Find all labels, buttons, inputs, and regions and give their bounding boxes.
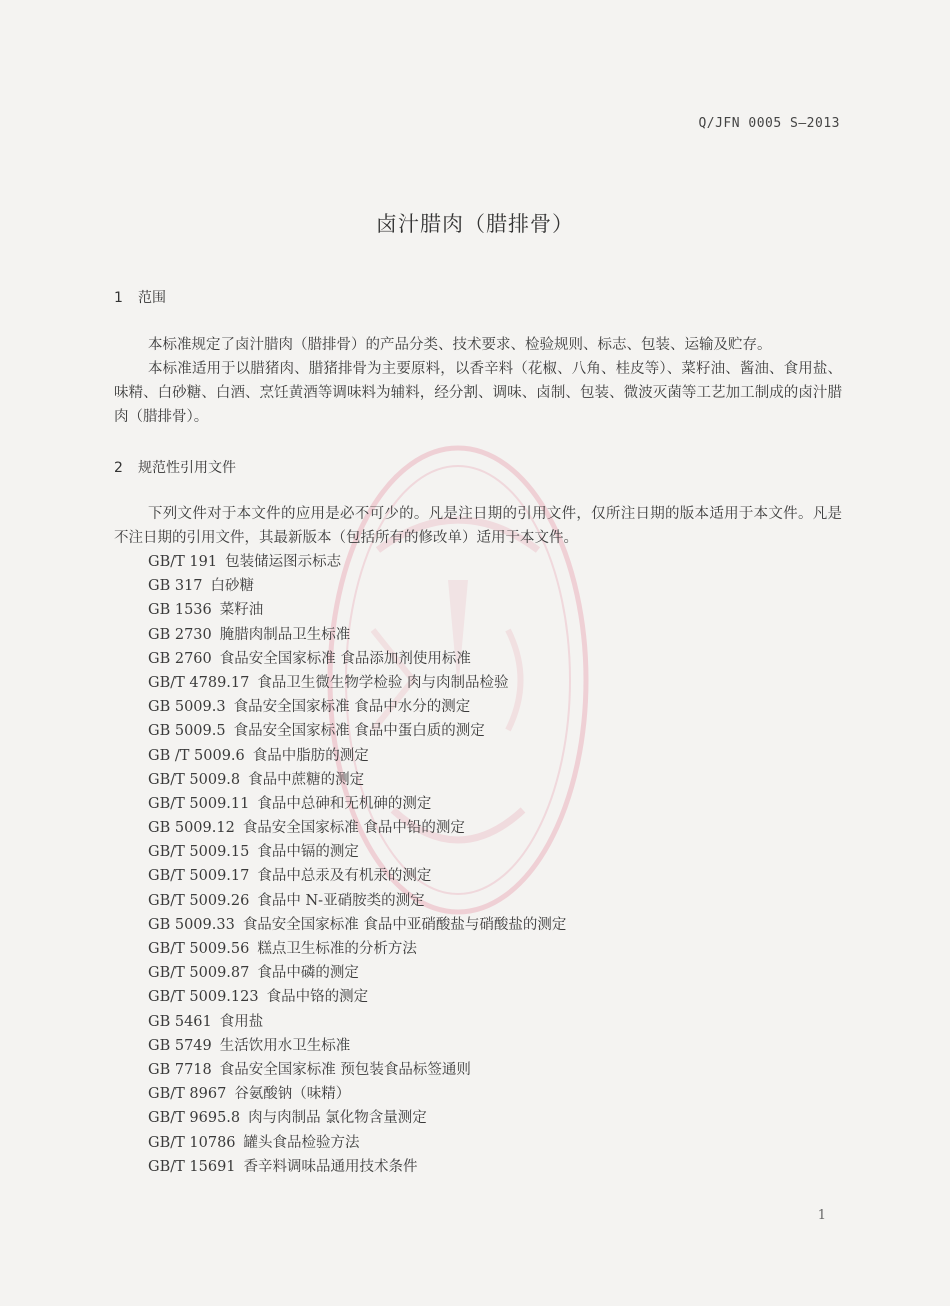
reference-code: GB 5009.12	[148, 820, 235, 837]
list-item	[148, 1082, 566, 1106]
reference-code: GB 7718	[148, 1061, 212, 1078]
section-1-body	[114, 333, 842, 429]
reference-code: GB /T 5009.6	[148, 747, 245, 764]
reference-title: 食用盐	[219, 1013, 264, 1030]
list-item	[148, 768, 566, 792]
section-2-intro	[114, 502, 842, 550]
reference-code: GB 5009.5	[148, 723, 226, 740]
reference-code: GB/T 9695.8	[148, 1110, 241, 1127]
section-1-number: 1	[114, 290, 123, 306]
reference-code: GB/T 5009.123	[148, 989, 259, 1006]
list-item	[148, 1131, 566, 1155]
reference-code: GB 317	[148, 578, 203, 595]
list-item	[148, 623, 566, 647]
list-item	[148, 1106, 566, 1130]
reference-code: GB/T 4789.17	[148, 674, 250, 691]
page-number: 1	[817, 1208, 826, 1223]
list-item	[148, 816, 566, 840]
section-1-heading	[114, 287, 166, 307]
reference-list	[148, 550, 566, 1179]
reference-title: 白砂糖	[210, 578, 255, 595]
reference-title: 食品安全国家标准 预包装食品标签通则	[219, 1061, 471, 1078]
list-item	[148, 1058, 566, 1082]
reference-code: GB/T 5009.15	[148, 844, 250, 861]
reference-code: GB/T 10786	[148, 1134, 236, 1151]
reference-title: 食品安全国家标准 食品中水分的测定	[233, 699, 471, 716]
reference-code: GB/T 5009.8	[148, 771, 241, 788]
section-2-intro-paragraph: 下列文件对于本文件的应用是必不可少的。凡是注日期的引用文件，仅所注日期的版本适用于本文件。凡是不注日期的引用文件，其最新版本（包括所有的修改单）适用于本文件。	[114, 506, 842, 546]
reference-code: GB/T 15691	[148, 1158, 236, 1175]
list-item	[148, 840, 566, 864]
section-2-title: 规范性引用文件	[138, 460, 236, 476]
reference-title: 食品中总砷和无机砷的测定	[257, 795, 432, 812]
reference-title: 食品安全国家标准 食品添加剂使用标准	[219, 650, 471, 667]
reference-title: 食品卫生微生物学检验 肉与肉制品检验	[257, 674, 509, 691]
list-item	[148, 719, 566, 743]
reference-code: GB/T 8967	[148, 1086, 227, 1103]
list-item	[148, 671, 566, 695]
document-title: 卤汁腊肉（腊排骨）	[376, 212, 574, 236]
list-item	[148, 864, 566, 888]
reference-code: GB 5749	[148, 1037, 212, 1054]
reference-code: GB/T 5009.11	[148, 795, 250, 812]
reference-title: 食品安全国家标准 食品中亚硝酸盐与硝酸盐的测定	[242, 916, 567, 933]
reference-title: 食品中蔗糖的测定	[248, 771, 365, 788]
reference-title: 生活饮用水卫生标准	[219, 1037, 351, 1054]
list-item	[148, 695, 566, 719]
list-item	[148, 1010, 566, 1034]
reference-title: 谷氨酸钠（味精）	[234, 1086, 351, 1103]
reference-title: 食品中磷的测定	[257, 965, 359, 982]
reference-title: 食品中 N-亚硝胺类的测定	[257, 892, 425, 909]
reference-title: 罐头食品检验方法	[243, 1134, 360, 1151]
reference-title: 食品中脂肪的测定	[252, 747, 369, 764]
document-code: Q/JFN 0005 S—2013	[698, 116, 840, 131]
reference-title: 食品安全国家标准 食品中铅的测定	[242, 820, 465, 837]
section-2-number: 2	[114, 460, 123, 476]
reference-code: GB 5461	[148, 1013, 212, 1030]
list-item	[148, 598, 566, 622]
reference-code: GB 5009.3	[148, 699, 226, 716]
section-1-paragraph: 本标准规定了卤汁腊肉（腊排骨）的产品分类、技术要求、检验规则、标志、包装、运输及贮存。	[148, 337, 772, 353]
reference-code: GB/T 191	[148, 554, 218, 570]
reference-title: 腌腊肉制品卫生标准	[219, 626, 351, 643]
reference-title: 食品安全国家标准 食品中蛋白质的测定	[233, 723, 485, 740]
reference-title: 菜籽油	[219, 602, 264, 619]
section-1-paragraph: 本标准适用于以腊猪肉、腊猪排骨为主要原料，以香辛料（花椒、八角、桂皮等）、菜籽油、酱油、食用盐、味精、白砂糖、白酒、烹饪黄酒等调味料为辅料，经分割、调味、卤制、包装、微波灭菌等工艺加工制成的卤汁腊肉（腊排骨）。	[114, 361, 842, 425]
reference-title: 肉与肉制品 氯化物含量测定	[248, 1110, 427, 1127]
list-item	[148, 647, 566, 671]
list-item	[148, 937, 566, 961]
section-1-title: 范围	[138, 290, 166, 306]
reference-code: GB 5009.33	[148, 916, 235, 933]
list-item	[148, 961, 566, 985]
reference-code: GB 2730	[148, 626, 212, 643]
reference-code: GB 2760	[148, 650, 212, 667]
list-item	[148, 913, 566, 937]
reference-title: 食品中铬的测定	[266, 989, 369, 1006]
list-item	[148, 1155, 566, 1179]
reference-title: 食品中镉的测定	[257, 844, 359, 861]
reference-title: 糕点卫生标准的分析方法	[257, 941, 417, 957]
reference-title: 包装储运图示标志	[225, 554, 342, 570]
reference-code: GB/T 5009.87	[148, 965, 250, 982]
list-item	[148, 985, 566, 1009]
reference-code: GB/T 5009.26	[148, 892, 250, 909]
list-item	[148, 574, 566, 598]
reference-code: GB/T 5009.56	[148, 941, 250, 957]
reference-code: GB/T 5009.17	[148, 868, 250, 885]
list-item	[148, 889, 566, 913]
section-2-heading	[114, 457, 236, 477]
reference-code: GB 1536	[148, 602, 212, 619]
reference-title: 香辛料调味品通用技术条件	[243, 1158, 418, 1175]
list-item	[148, 1034, 566, 1058]
reference-title: 食品中总汞及有机汞的测定	[257, 868, 432, 885]
list-item	[148, 744, 566, 768]
list-item	[148, 792, 566, 816]
list-item	[148, 550, 566, 574]
